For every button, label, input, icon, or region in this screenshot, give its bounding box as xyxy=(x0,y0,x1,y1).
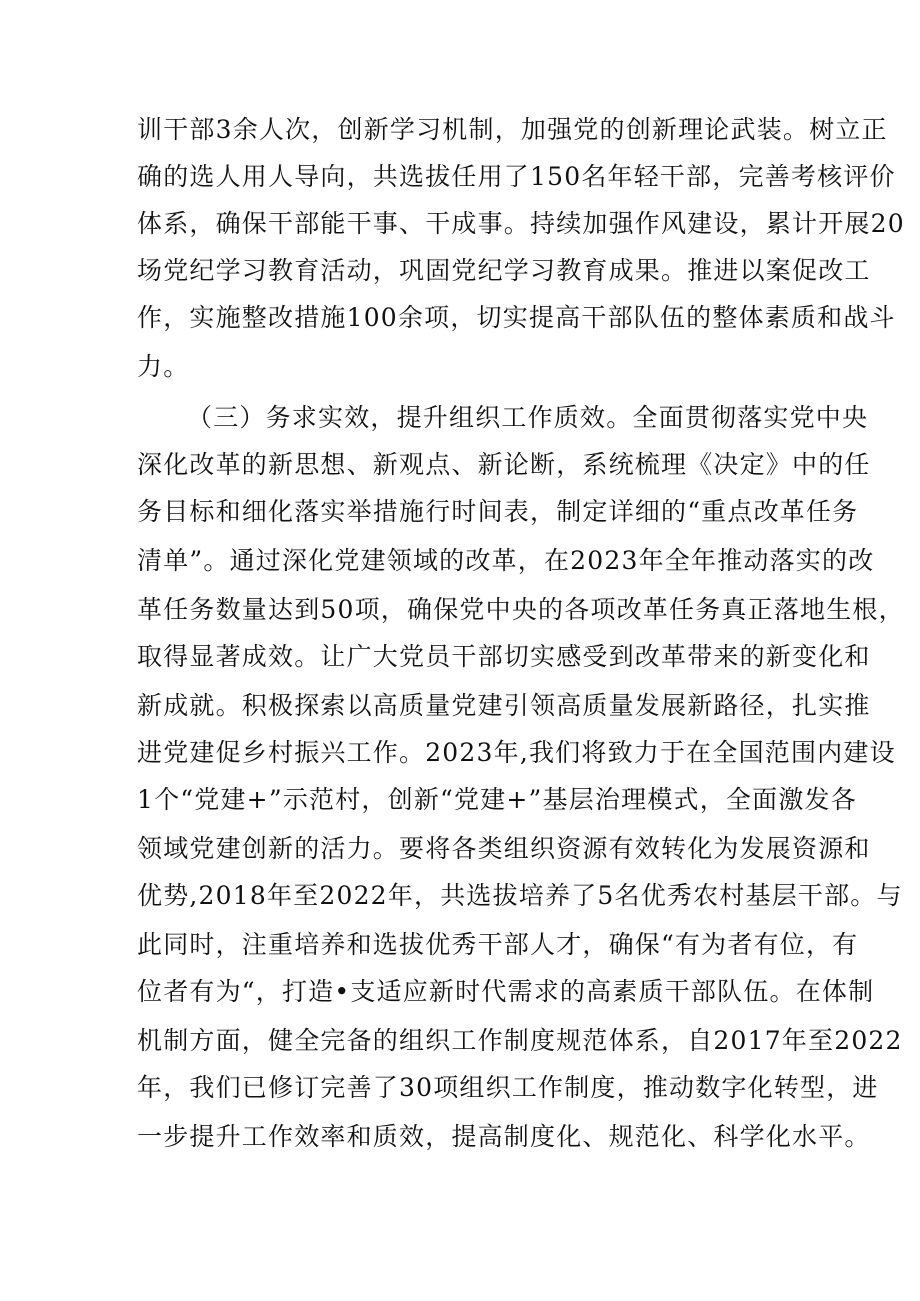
text-line: 取得显著成效。让广大党员干部切实感受到改革带来的新变化和 xyxy=(137,642,871,671)
text-line: 革任务数量达到50项，确保党中央的各项改革任务真正落地生根， xyxy=(137,595,905,624)
text-line: 此同时，注重培养和选拔优秀干部人才，确保“有为者有位，有 xyxy=(137,930,859,959)
text-line: 深化改革的新思想、新观点、新论断，系统梳理《决定》中的任 xyxy=(137,450,871,479)
text-line: 领域党建创新的活力。要将各类组织资源有效转化为发展资源和 xyxy=(137,834,871,863)
text-line: 1个“党建+”示范村，创新“党建+”基层治理模式，全面激发各 xyxy=(137,785,857,814)
text-line: 力。 xyxy=(137,352,190,381)
text-line: 务目标和细化落实举措施行时间表，制定详细的“重点改革任务 xyxy=(137,497,859,526)
text-line: 训干部3余人次，创新学习机制，加强党的创新理论武装。树立正 xyxy=(137,115,888,144)
text-line: 体系，确保干部能干事、干成事。持续加强作风建设，累计开展20 xyxy=(137,209,905,238)
text-line: 进党建促乡村振兴工作。2023年,我们将致力于在全国范围内建设 xyxy=(137,738,896,767)
text-line: 场党纪学习教育活动，巩固党纪学习教育成果。推进以案促改工 xyxy=(137,256,871,285)
text-line: 位者有为“，打造•支适应新时代需求的高素质干部队伍。在体制 xyxy=(137,977,875,1006)
text-line: 作，实施整改措施100余项，切实提高干部队伍的整体素质和战斗 xyxy=(137,303,896,332)
section-heading-line: （三）务求实效，提升组织工作质效。全面贯彻落实党中央 xyxy=(187,403,869,432)
text-line: 机制方面，健全完备的组织工作制度规范体系，自2017年至2022 xyxy=(137,1026,903,1055)
text-line: 优势,2018年至2022年，共选拔培养了5名优秀农村基层干部。与 xyxy=(137,881,903,910)
text-line: 一步提升工作效率和质效，提高制度化、规范化、科学化水平。 xyxy=(137,1122,871,1151)
text-line: 确的选人用人导向，共选拔任用了150名年轻干部，完善考核评价 xyxy=(137,162,896,191)
text-line: 年，我们已修订完善了30项组织工作制度，推动数字化转型，进 xyxy=(137,1073,879,1102)
text-line: 新成就。积极探索以高质量党建引领高质量发展新路径，扎实推 xyxy=(137,691,871,720)
text-line: 清单”。通过深化党建领域的改革，在2023年全年推动落实的改 xyxy=(137,546,875,575)
